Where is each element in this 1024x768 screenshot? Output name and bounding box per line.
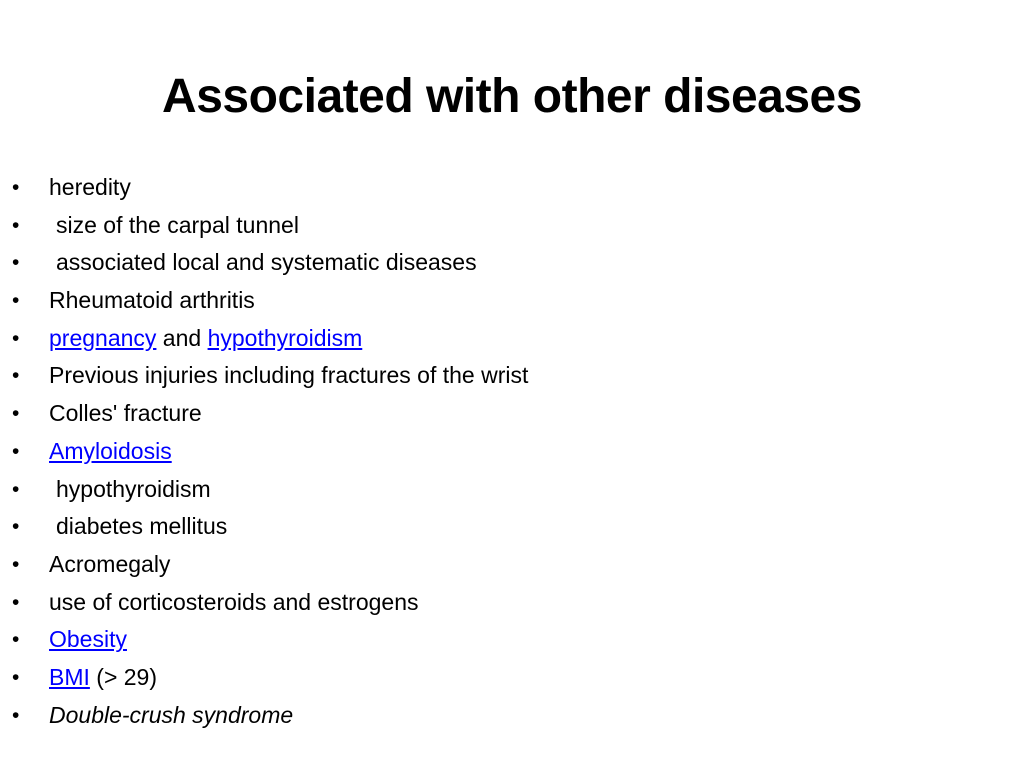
list-item	[0, 282, 1000, 320]
bullet-icon: •	[12, 703, 20, 727]
bullet-text: size of the carpal tunnel	[56, 211, 299, 238]
hypothyroidism-link[interactable]: hypothyroidism	[207, 324, 363, 351]
slide-title: Associated with other diseases	[162, 70, 862, 123]
joiner-text: and	[156, 324, 208, 351]
bullet-icon: •	[12, 326, 20, 350]
list-item	[0, 584, 1000, 622]
bullet-text	[49, 621, 127, 659]
bullet-list	[0, 169, 1000, 734]
list-item	[0, 471, 1000, 509]
bullet-icon: •	[12, 213, 20, 237]
list-item	[0, 207, 1000, 245]
bullet-text: heredity	[49, 174, 131, 200]
bullet-icon: •	[12, 477, 20, 501]
bullet-icon: •	[12, 665, 20, 689]
list-item	[0, 357, 1000, 395]
list-item	[0, 621, 1000, 659]
obesity-link[interactable]: Obesity	[49, 626, 127, 653]
list-item	[0, 320, 1000, 358]
bullet-text: Acromegaly	[49, 550, 171, 577]
list-item	[0, 244, 1000, 282]
bullet-icon: •	[12, 251, 20, 275]
bmi-link[interactable]: BMI	[49, 663, 90, 690]
list-item	[0, 169, 1000, 207]
bullet-icon: •	[12, 552, 20, 576]
amyloidosis-link[interactable]: Amyloidosis	[49, 437, 172, 464]
list-item	[0, 697, 1000, 735]
list-item	[0, 395, 1000, 433]
bullet-text	[49, 433, 172, 471]
bullet-text: Rheumatoid arthritis	[49, 287, 255, 314]
bullet-icon: •	[12, 402, 20, 426]
bullet-text: Double-crush syndrome	[49, 701, 294, 728]
bullet-text: diabetes mellitus	[56, 513, 228, 540]
bullet-icon: •	[12, 628, 20, 652]
list-item	[0, 546, 1000, 584]
bullet-icon: •	[12, 364, 20, 388]
list-item	[0, 508, 1000, 546]
pregnancy-link[interactable]: pregnancy	[49, 324, 157, 351]
list-item	[0, 433, 1000, 471]
list-item	[0, 659, 1000, 697]
bullet-text: hypothyroidism	[56, 475, 211, 502]
bullet-text: associated local and systematic diseases	[56, 249, 477, 276]
bullet-text: use of corticosteroids and estrogens	[49, 588, 419, 615]
bullet-text	[49, 320, 362, 358]
bullet-icon: •	[12, 289, 20, 313]
bullet-text: Colles' fracture	[49, 400, 202, 427]
bullet-text: Previous injuries including fractures of the wrist	[49, 362, 529, 389]
bullet-icon: •	[12, 439, 20, 463]
bullet-text	[49, 659, 157, 697]
bullet-icon: •	[12, 590, 20, 614]
bullet-icon: •	[12, 515, 20, 539]
bmi-threshold: (> 29)	[89, 663, 158, 690]
bullet-icon: •	[12, 176, 20, 199]
